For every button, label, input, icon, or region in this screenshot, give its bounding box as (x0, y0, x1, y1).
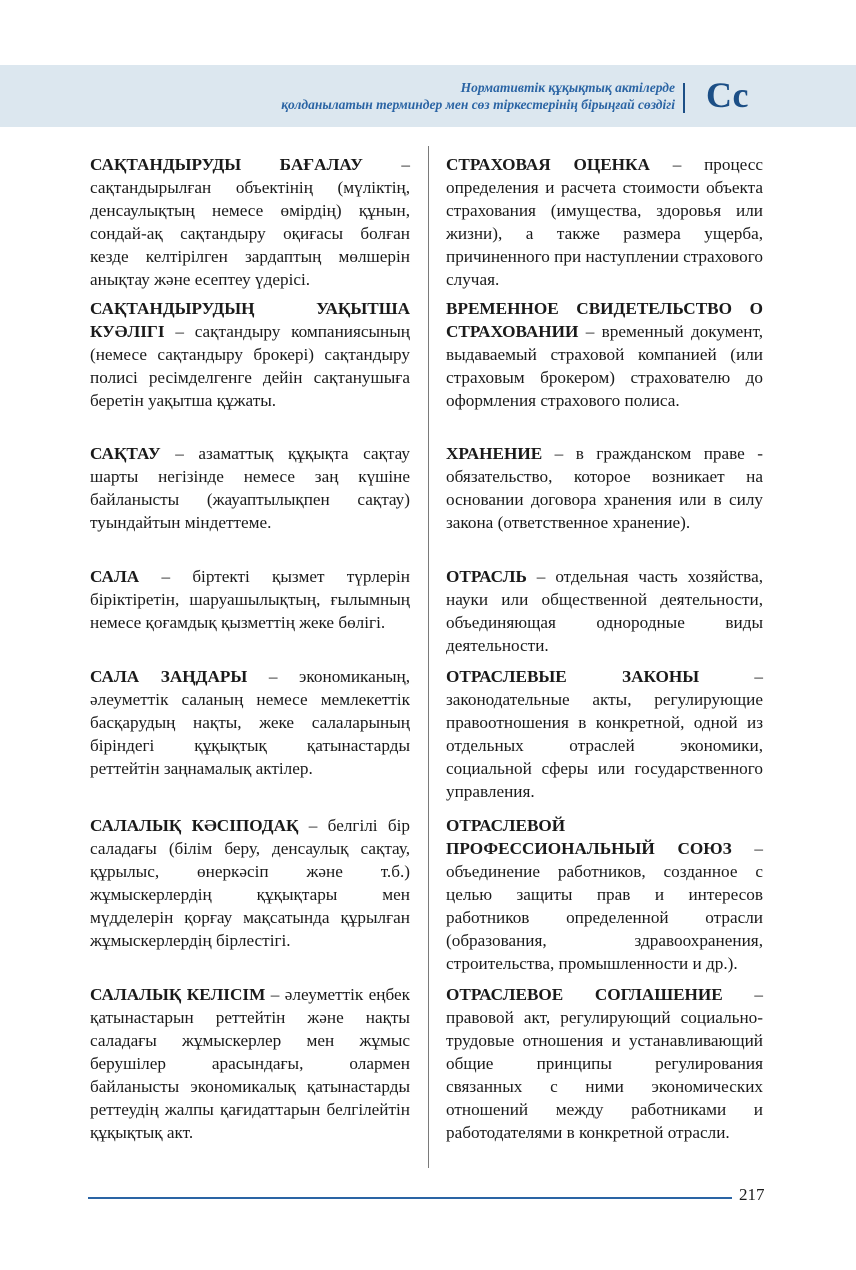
kz-entry-salalyk-kelisim (90, 983, 410, 1144)
kz-term: САҚТАУ (90, 444, 161, 463)
ru-term: ОТРАСЛЕВОЙ ПРОФЕССИОНАЛЬНЫЙ СОЮЗ (446, 816, 732, 858)
kz-term: САҚТАНДЫРУДЫ БАҒАЛАУ (90, 155, 363, 174)
dictionary-title-line-2: қолданылатын терминдер мен сөз тіркестерінің бірыңғай сөздігі (281, 97, 675, 112)
kz-entry-sactandyrudy-bagalau (90, 153, 410, 291)
section-letter: Сс (706, 75, 749, 115)
ru-term: ХРАНЕНИЕ (446, 444, 543, 463)
kz-term: САҚТАНДЫРУДЫҢ УАҚЫТША КУӘЛІГІ (90, 299, 410, 341)
header-divider (683, 83, 685, 113)
ru-entry-otraslevoe-soglashenie (446, 983, 763, 1144)
ru-definition: – отдельная часть хозяйства, науки или общественной деятельности, объединяющая однородные виды деятельности. (446, 567, 763, 655)
ru-entry-otraslevoy-profsoyuz (446, 814, 763, 975)
kz-definition: – әлеуметтік еңбек қатынастарын реттейтін және нақты саладағы жұмыскерлер мен жұмыс берушілер арасындағы, олармен байланысты экономикалық қатынастарды реттеудің жалпы қағидаттарын белгілейтін құқықтық акт. (90, 985, 411, 1142)
kz-entry-sala (90, 565, 410, 634)
ru-entry-otrasl (446, 565, 763, 657)
kz-definition: – сақтандырылған объектінің (мүліктің, денсаулықтың немесе өмірдің) құнын, сондай-ақ сақтандыру оқиғасы болған кезде келтірілген зардаптың мөлшерін анықтау және есептеу үдерісі. (90, 155, 411, 289)
dictionary-title-line-1: Нормативтік құқықтық актілерде (460, 80, 675, 95)
ru-entry-khranenie (446, 442, 763, 534)
ru-entry-vremennoe-svidetelstvo (446, 297, 763, 412)
kz-term: САЛАЛЫҚ КЕЛІСІМ (90, 985, 266, 1004)
ru-term: ОТРАСЛЬ (446, 567, 527, 586)
ru-entry-strakhovaya-otsenka (446, 153, 763, 291)
kz-term: САЛА ЗАҢДАРЫ (90, 667, 248, 686)
ru-definition: – временный документ, выдаваемый страховой компанией (или страховым брокером) страхователю до оформления страхового полиса. (446, 322, 763, 410)
kz-term: САЛАЛЫҚ КӘСІПОДАҚ (90, 816, 299, 835)
ru-definition: – законодательные акты, регулирующие правоотношения в конкретной, одной из отдельных отраслей экономики, социальной сферы или государственного управления. (446, 667, 763, 801)
kz-entry-sala-zandary (90, 665, 410, 780)
ru-definition: – в гражданском праве - обязательство, которое возникает на основании договора хранения или в силу закона (ответственное хранение). (446, 444, 763, 532)
ru-definition: – объединение работников, созданное с целью защиты прав и интересов работников определенной отрасли (образования, здравоохранения, строительства, промышленности и др.). (446, 839, 763, 973)
ru-term: ОТРАСЛЕВОЕ СОГЛАШЕНИЕ (446, 985, 723, 1004)
footer-rule (88, 1197, 732, 1199)
ru-term: СТРАХОВАЯ ОЦЕНКА (446, 155, 650, 174)
kz-definition: – біртекті қызмет түрлерін біріктіретін, шаруашылықтың, ғылымның немесе қоғамдық қызметтің жеке бөлігі. (90, 567, 410, 632)
column-divider (428, 146, 429, 1168)
kz-entry-uakytsha-kuaelik (90, 297, 410, 412)
ru-definition: – процесс определения и расчета стоимости объекта страхования (имущества, здоровья или жизни), а также размера ущерба, причиненного при наступлении страхового случая. (446, 155, 763, 289)
kz-definition: – экономиканың, әлеуметтік саланың немесе мемлекеттік басқарудың нақты, жеке салаларының біріндегі құқықтық қатынастарды реттейтін заңнамалық актілер. (90, 667, 411, 778)
dictionary-title (115, 79, 675, 113)
ru-term: ВРЕМЕННОЕ СВИДЕТЕЛЬСТВО О СТРАХОВАНИИ (446, 299, 763, 341)
kz-term: САЛА (90, 567, 140, 586)
ru-term: ОТРАСЛЕВЫЕ ЗАКОНЫ (446, 667, 700, 686)
ru-entry-otraslevye-zakony (446, 665, 763, 803)
kz-definition: – сақтандыру компаниясының (немесе сақтандыру брокері) сақтандыру полисі ресімделгенге дейін сақтанушыға беретін уақытша құжаты. (90, 322, 410, 410)
kz-entry-saktau (90, 442, 410, 534)
ru-definition: – правовой акт, регулирующий социально-трудовые отношения и устанавливающий общие принципы регулирования связанных с ними экономических отношений между работниками и работодателями в конкретной отрасли. (446, 985, 763, 1142)
page-number: 217 (739, 1185, 765, 1204)
kz-entry-salalyk-kasipodak (90, 814, 410, 952)
kz-definition: – белгілі бір саладағы (білім беру, денсаулық сақтау, құрылыс, өнеркәсіп және т.б.) жұмыскерлердің құқықтары мен мүдделерін қорғау мақсатында құрылған жұмыскерлердің бірлестігі. (90, 816, 410, 950)
kz-definition: – азаматтық құқықта сақтау шарты негізінде немесе заң күшіне байланысты (жауаптылықпен сақтау) туындайтын міндеттеме. (90, 444, 410, 532)
